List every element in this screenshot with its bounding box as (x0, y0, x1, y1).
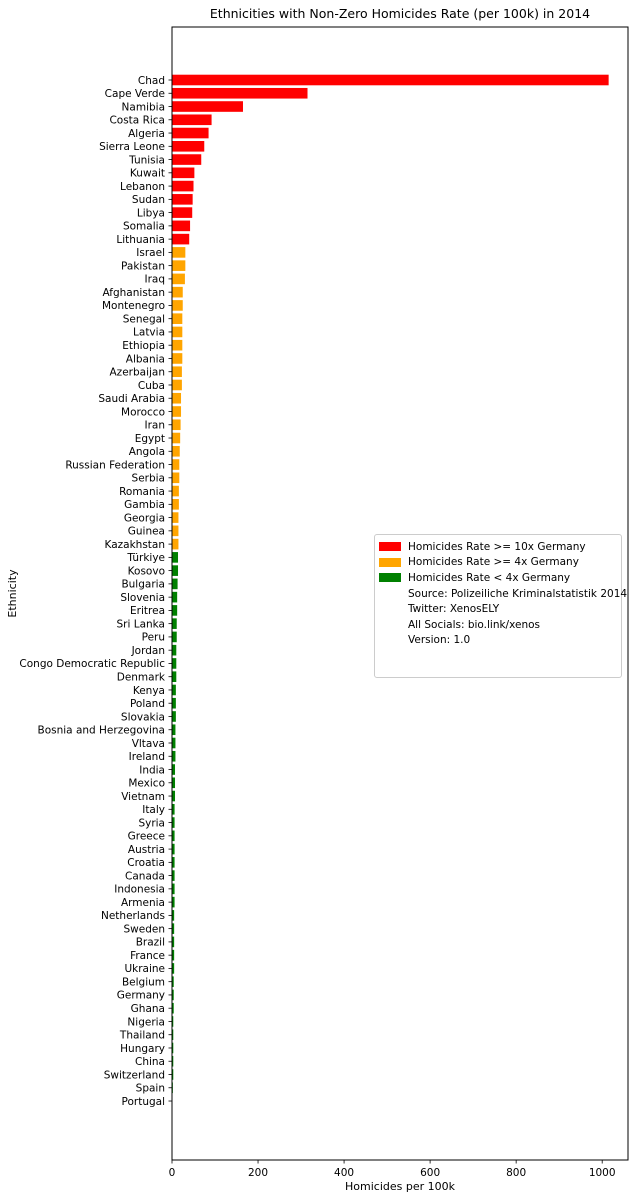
y-tick-label: Türkiye (127, 552, 165, 565)
legend-note-source-text: Source: Polizeiliche Kriminalstatistik 2014 (408, 587, 628, 600)
y-tick-label: Hungary (120, 1042, 165, 1055)
x-tick-label: 600 (420, 1167, 441, 1179)
y-tick-label: Chad (137, 74, 165, 87)
bar (172, 618, 177, 629)
bar (172, 274, 185, 285)
bar (172, 313, 182, 324)
y-tick-label: Libya (136, 207, 165, 220)
y-tick-label: Kuwait (129, 167, 165, 180)
bar (172, 645, 176, 656)
y-tick-label: Cuba (137, 379, 165, 392)
y-tick-label: Spain (135, 1082, 165, 1095)
y-tick-label: Russian Federation (65, 459, 165, 472)
y-tick-label: Thailand (119, 1029, 165, 1042)
legend-label-low: Homicides Rate < 4x Germany (408, 571, 571, 584)
bar (172, 486, 179, 497)
y-tick-label: Mexico (128, 777, 165, 790)
legend-swatch-low (379, 573, 401, 582)
x-axis-label: Homicides per 100k (345, 1180, 455, 1193)
y-tick-label: Iran (144, 419, 165, 432)
legend-note-socials (379, 617, 615, 633)
y-tick-label: Nigeria (127, 1016, 165, 1029)
y-tick-label: Ireland (128, 751, 165, 764)
y-tick-label: Poland (129, 698, 165, 711)
bar (172, 724, 175, 735)
y-tick-label: Jordan (131, 644, 165, 657)
bar (172, 565, 178, 576)
y-tick-label: Albania (125, 353, 165, 366)
bar (172, 380, 182, 391)
y-tick-label: Slovakia (120, 711, 165, 724)
y-tick-label: India (139, 764, 165, 777)
bar (172, 685, 176, 696)
bar (172, 234, 189, 245)
bar (172, 605, 177, 616)
y-tick-label: Kosovo (127, 565, 165, 578)
y-tick-label: Egypt (134, 432, 165, 445)
y-tick-label: Indonesia (114, 883, 165, 896)
y-tick-label: Vietnam (121, 790, 165, 803)
y-tick-label: Germany (116, 989, 165, 1002)
bar (172, 751, 175, 762)
bar (172, 300, 183, 311)
y-tick-label: Israel (136, 247, 165, 260)
y-tick-label: Brazil (135, 936, 165, 949)
bar (172, 327, 182, 338)
y-tick-label: Italy (142, 804, 165, 817)
y-tick-label: Ghana (130, 1003, 165, 1015)
legend-entry-mid (379, 555, 615, 571)
x-tick-label: 0 (168, 1167, 176, 1179)
bar (172, 181, 194, 192)
y-tick-label: Sri Lanka (116, 618, 165, 631)
bar (172, 141, 204, 152)
bar (172, 406, 181, 417)
bar (172, 539, 178, 550)
y-tick-label: Costa Rica (109, 114, 165, 127)
y-tick-label: China (135, 1056, 165, 1069)
bar (172, 512, 178, 523)
bar (172, 711, 176, 722)
y-tick-label: Vltava (131, 737, 165, 750)
bar (172, 75, 609, 86)
x-tick-label: 200 (248, 1167, 269, 1179)
y-tick-label: Gambia (124, 499, 165, 512)
bar (172, 194, 193, 205)
y-tick-label: Kazakhstan (104, 538, 165, 551)
bar (172, 247, 185, 258)
y-axis-label: Ethnicity (6, 569, 19, 618)
y-tick-label: Morocco (121, 406, 165, 419)
legend-swatch-high (379, 542, 401, 551)
y-tick-label: Peru (141, 631, 165, 644)
bar (172, 207, 192, 218)
bar (172, 459, 179, 470)
bar (172, 419, 181, 430)
bar (172, 433, 180, 444)
y-tick-label: Pakistan (121, 260, 165, 273)
y-tick-label: Somalia (122, 220, 165, 233)
bar (172, 393, 181, 404)
bar (172, 366, 182, 377)
y-tick-label: Angola (128, 446, 165, 459)
legend-swatch-mid (379, 558, 401, 567)
y-tick-label: Denmark (116, 671, 165, 684)
legend-note-socials-text: All Socials: bio.link/xenos (408, 618, 540, 631)
legend-label-high: Homicides Rate >= 10x Germany (408, 540, 586, 553)
y-tick-label: Netherlands (100, 910, 165, 923)
y-tick-label: Guinea (127, 525, 165, 538)
y-tick-label: Georgia (123, 512, 165, 525)
y-tick-label: Romania (119, 485, 165, 498)
bar (172, 632, 177, 643)
bar (172, 698, 176, 709)
x-ticks (169, 1160, 616, 1179)
y-tick-label: Ethiopia (122, 340, 165, 352)
legend-note-twitter-text: Twitter: XenosELY (408, 603, 500, 616)
y-tick-label: Greece (127, 830, 165, 843)
y-tick-label: Serbia (131, 472, 165, 485)
bar (172, 221, 190, 232)
y-tick-labels (19, 75, 172, 1108)
x-tick-label: 800 (506, 1167, 527, 1179)
x-tick-label: 1000 (588, 1167, 616, 1179)
y-tick-label: Lithuania (116, 233, 165, 246)
y-tick-label: Armenia (120, 896, 165, 909)
bar (172, 738, 175, 749)
bar (172, 114, 212, 125)
y-tick-label: Portugal (121, 1095, 165, 1108)
y-tick-label: Azerbaijan (109, 366, 165, 379)
legend-note-version (379, 633, 615, 649)
bar (172, 526, 178, 537)
y-tick-label: Cape Verde (104, 88, 165, 101)
y-tick-label: Sweden (123, 923, 165, 936)
y-tick-label: Senegal (122, 313, 165, 326)
bar (172, 88, 308, 99)
y-tick-label: Lebanon (120, 180, 165, 193)
bar (172, 473, 179, 484)
y-tick-label: Canada (125, 870, 165, 883)
bar (172, 168, 194, 179)
y-tick-label: Bulgaria (121, 578, 165, 591)
bar (172, 579, 178, 590)
y-tick-label: Sierra Leone (99, 141, 165, 154)
bar (172, 154, 201, 165)
y-tick-label: France (130, 949, 165, 962)
bar (172, 671, 176, 682)
bar (172, 128, 209, 139)
bar (172, 101, 243, 112)
chart-title: Ethnicities with Non-Zero Homicides Rate (per 100k) in 2014 (209, 6, 591, 21)
y-tick-label: Switzerland (103, 1069, 165, 1082)
y-tick-label: Bosnia and Herzegovina (37, 724, 165, 737)
y-tick-label: Austria (127, 843, 165, 856)
y-tick-label: Latvia (133, 326, 165, 339)
y-tick-label: Eritrea (130, 605, 165, 618)
y-tick-label: Congo Democratic Republic (19, 658, 165, 671)
y-tick-label: Tunisia (129, 154, 165, 167)
y-tick-label: Algeria (128, 127, 165, 140)
bar (172, 658, 176, 669)
y-tick-label: Syria (138, 817, 165, 830)
legend-note-source (379, 586, 628, 602)
legend-note-version-text: Version: 1.0 (408, 634, 471, 647)
legend-entry-low (379, 570, 615, 586)
y-tick-label: Belgium (121, 976, 165, 989)
y-tick-label: Montenegro (101, 300, 165, 313)
y-tick-label: Iraq (144, 273, 165, 286)
legend (374, 534, 628, 678)
x-tick-label: 400 (334, 1167, 355, 1179)
y-tick-label: Ukraine (124, 963, 165, 976)
bar (172, 260, 185, 271)
bar (172, 552, 178, 563)
y-tick-label: Namibia (121, 101, 165, 114)
bar (172, 499, 179, 510)
y-tick-label: Sudan (131, 194, 165, 207)
y-tick-label: Slovenia (120, 591, 165, 604)
bar (172, 592, 177, 603)
bar (172, 340, 182, 351)
bar (172, 353, 182, 364)
bar (172, 446, 180, 457)
bar (172, 287, 183, 298)
y-tick-label: Afghanistan (102, 286, 165, 299)
legend-note-twitter (379, 601, 615, 617)
y-tick-label: Croatia (127, 857, 165, 870)
legend-label-mid: Homicides Rate >= 4x Germany (408, 556, 579, 569)
legend-entry-high (379, 539, 615, 555)
y-tick-label: Saudi Arabia (98, 393, 165, 406)
y-tick-label: Kenya (132, 684, 165, 697)
